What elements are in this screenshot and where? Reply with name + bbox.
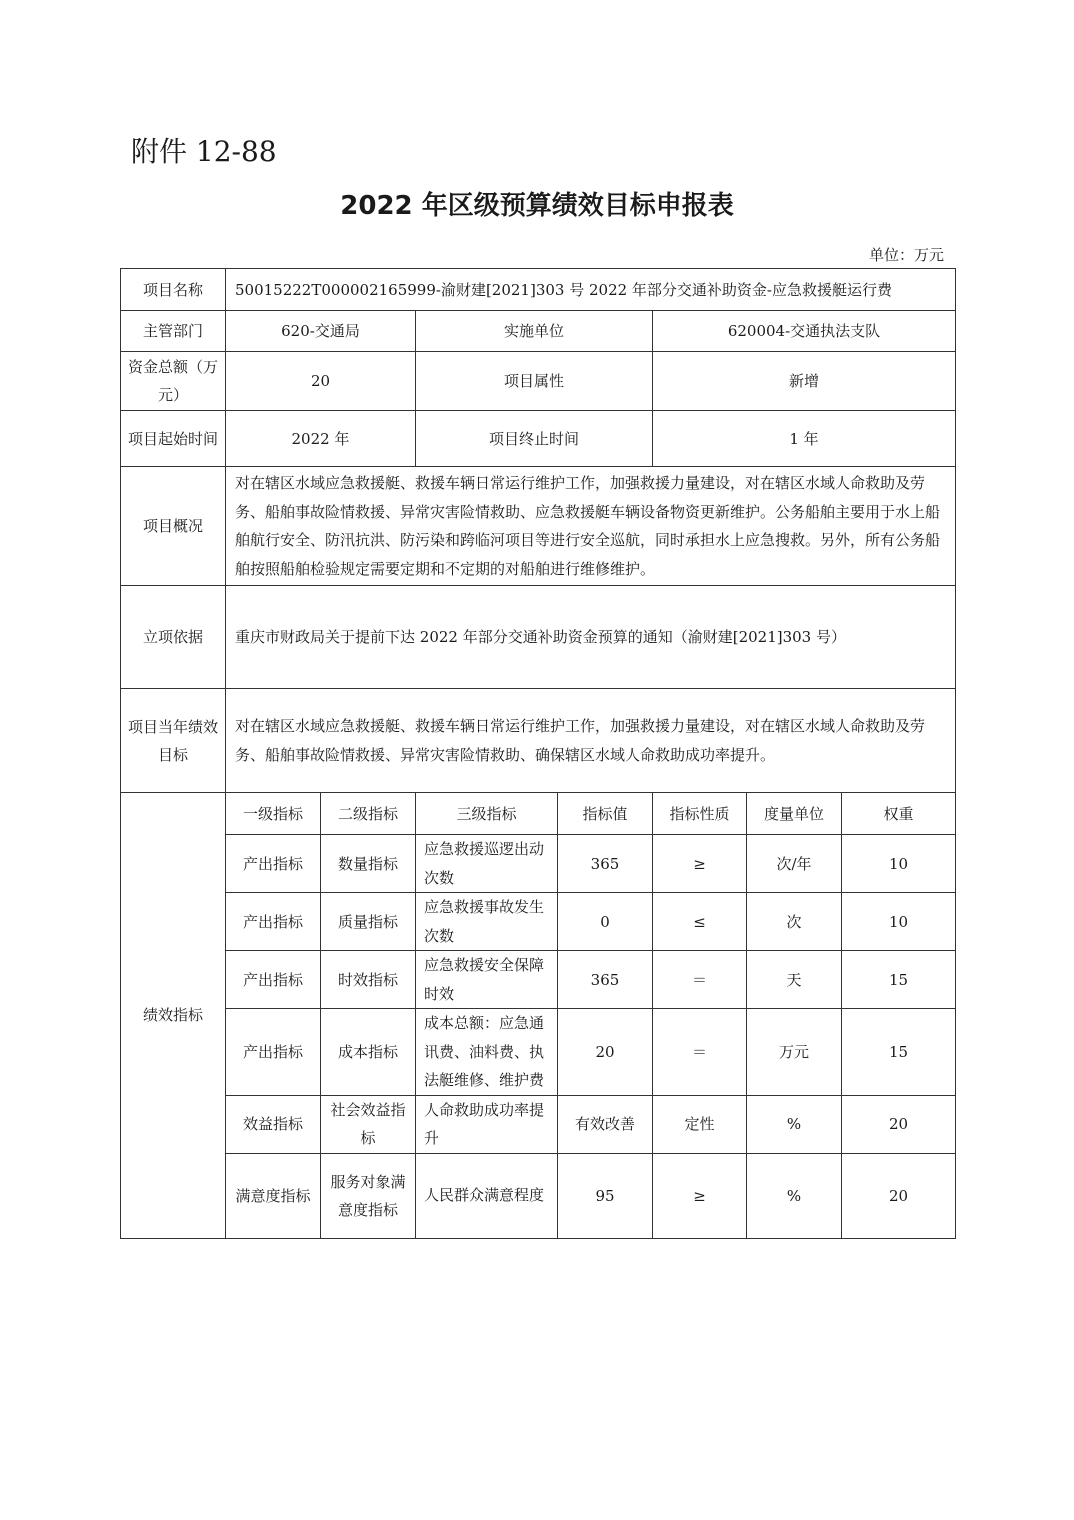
project-name-label: 项目名称 — [121, 269, 226, 311]
cell-level1: 产出指标 — [226, 951, 321, 1009]
cell-nature: ＝ — [653, 1009, 747, 1096]
impl-value: 620004-交通执法支队 — [653, 311, 956, 352]
cell-nature: ≤ — [653, 893, 747, 951]
cell-nature: ＝ — [653, 951, 747, 1009]
header-nature: 指标性质 — [653, 793, 747, 835]
row-fund — [121, 352, 956, 411]
cell-value: 95 — [558, 1153, 653, 1238]
overview-label: 项目概况 — [121, 467, 226, 586]
cell-nature: ≥ — [653, 835, 747, 893]
table-row — [121, 893, 956, 951]
table-row — [121, 835, 956, 893]
header-level1: 一级指标 — [226, 793, 321, 835]
cell-nature: 定性 — [653, 1095, 747, 1153]
start-label: 项目起始时间 — [121, 411, 226, 467]
end-value: 1 年 — [653, 411, 956, 467]
dept-label: 主管部门 — [121, 311, 226, 352]
cell-nature: ≥ — [653, 1153, 747, 1238]
header-unit: 度量单位 — [747, 793, 842, 835]
header-value: 指标值 — [558, 793, 653, 835]
page-title: 2022 年区级预算绩效目标申报表 — [340, 191, 734, 221]
cell-unit: 次 — [747, 893, 842, 951]
cell-level3: 成本总额：应急通讯费、油料费、执法艇维修、维护费 — [416, 1009, 558, 1096]
fund-value: 20 — [226, 352, 416, 411]
cell-level2: 时效指标 — [321, 951, 416, 1009]
fund-label: 资金总额（万元） — [121, 352, 226, 411]
basis-text: 重庆市财政局关于提前下达 2022 年部分交通补助资金预算的通知（渝财建[2021]303 号） — [226, 586, 956, 689]
cell-level2: 质量指标 — [321, 893, 416, 951]
cell-level2: 成本指标 — [321, 1009, 416, 1096]
cell-level1: 产出指标 — [226, 835, 321, 893]
header-level2: 二级指标 — [321, 793, 416, 835]
budget-performance-table — [120, 268, 956, 1239]
table-row — [121, 1095, 956, 1153]
project-name-value: 50015222T000002165999-渝财建[2021]303 号 2022 年部分交通补助资金-应急救援艇运行费 — [226, 269, 956, 311]
attr-value: 新增 — [653, 352, 956, 411]
cell-level1: 效益指标 — [226, 1095, 321, 1153]
header-weight: 权重 — [842, 793, 956, 835]
cell-level3: 人民群众满意程度 — [416, 1153, 558, 1238]
cell-level3: 人命救助成功率提升 — [416, 1095, 558, 1153]
cell-unit: % — [747, 1153, 842, 1238]
overview-text: 对在辖区水域应急救援艇、救援车辆日常运行维护工作，加强救援力量建设，对在辖区水域人命救助及劳务、船舶事故险情救援、异常灾害险情救助、应急救援艇车辆设备物资更新维护。公务船舶主要用于水上船舶航行安全、防汛抗洪、防污染和跨临河项目等进行安全巡航，同时承担水上应急搜救。另外，所有公务船舶按照船舶检验规定需要定期和不定期的对船舶进行维修维护。 — [226, 467, 956, 586]
row-department — [121, 311, 956, 352]
cell-level2: 社会效益指标 — [321, 1095, 416, 1153]
cell-unit: % — [747, 1095, 842, 1153]
unit-label: 单位：万元 — [868, 246, 944, 264]
goal-text: 对在辖区水域应急救援艇、救援车辆日常运行维护工作，加强救援力量建设，对在辖区水域人命救助及劳务、船舶事故险情救援、异常灾害险情救助、确保辖区水域人命救助成功率提升。 — [226, 689, 956, 793]
cell-unit: 次/年 — [747, 835, 842, 893]
cell-weight: 20 — [842, 1095, 956, 1153]
indicator-header-row — [121, 793, 956, 835]
cell-level3: 应急救援事故发生次数 — [416, 893, 558, 951]
cell-level1: 产出指标 — [226, 1009, 321, 1096]
cell-weight: 10 — [842, 835, 956, 893]
row-overview — [121, 467, 956, 586]
indicators-section-label: 绩效指标 — [121, 793, 226, 1239]
row-period — [121, 411, 956, 467]
cell-level2: 服务对象满意度指标 — [321, 1153, 416, 1238]
cell-value: 365 — [558, 951, 653, 1009]
header-level3: 三级指标 — [416, 793, 558, 835]
basis-label: 立项依据 — [121, 586, 226, 689]
cell-unit: 天 — [747, 951, 842, 1009]
row-goal — [121, 689, 956, 793]
cell-weight: 15 — [842, 951, 956, 1009]
end-label: 项目终止时间 — [416, 411, 653, 467]
cell-weight: 10 — [842, 893, 956, 951]
cell-value: 20 — [558, 1009, 653, 1096]
cell-level3: 应急救援安全保障时效 — [416, 951, 558, 1009]
cell-level3: 应急救援巡逻出动次数 — [416, 835, 558, 893]
cell-weight: 20 — [842, 1153, 956, 1238]
cell-level1: 满意度指标 — [226, 1153, 321, 1238]
cell-value: 有效改善 — [558, 1095, 653, 1153]
row-basis — [121, 586, 956, 689]
start-value: 2022 年 — [226, 411, 416, 467]
table-row — [121, 951, 956, 1009]
table-row — [121, 1153, 956, 1238]
row-project-name — [121, 269, 956, 311]
cell-value: 0 — [558, 893, 653, 951]
cell-level1: 产出指标 — [226, 893, 321, 951]
cell-level2: 数量指标 — [321, 835, 416, 893]
attachment-number: 附件 12-88 — [131, 135, 277, 168]
attr-label: 项目属性 — [416, 352, 653, 411]
cell-value: 365 — [558, 835, 653, 893]
cell-weight: 15 — [842, 1009, 956, 1096]
impl-label: 实施单位 — [416, 311, 653, 352]
dept-value: 620-交通局 — [226, 311, 416, 352]
table-row — [121, 1009, 956, 1096]
goal-label: 项目当年绩效目标 — [121, 689, 226, 793]
cell-unit: 万元 — [747, 1009, 842, 1096]
